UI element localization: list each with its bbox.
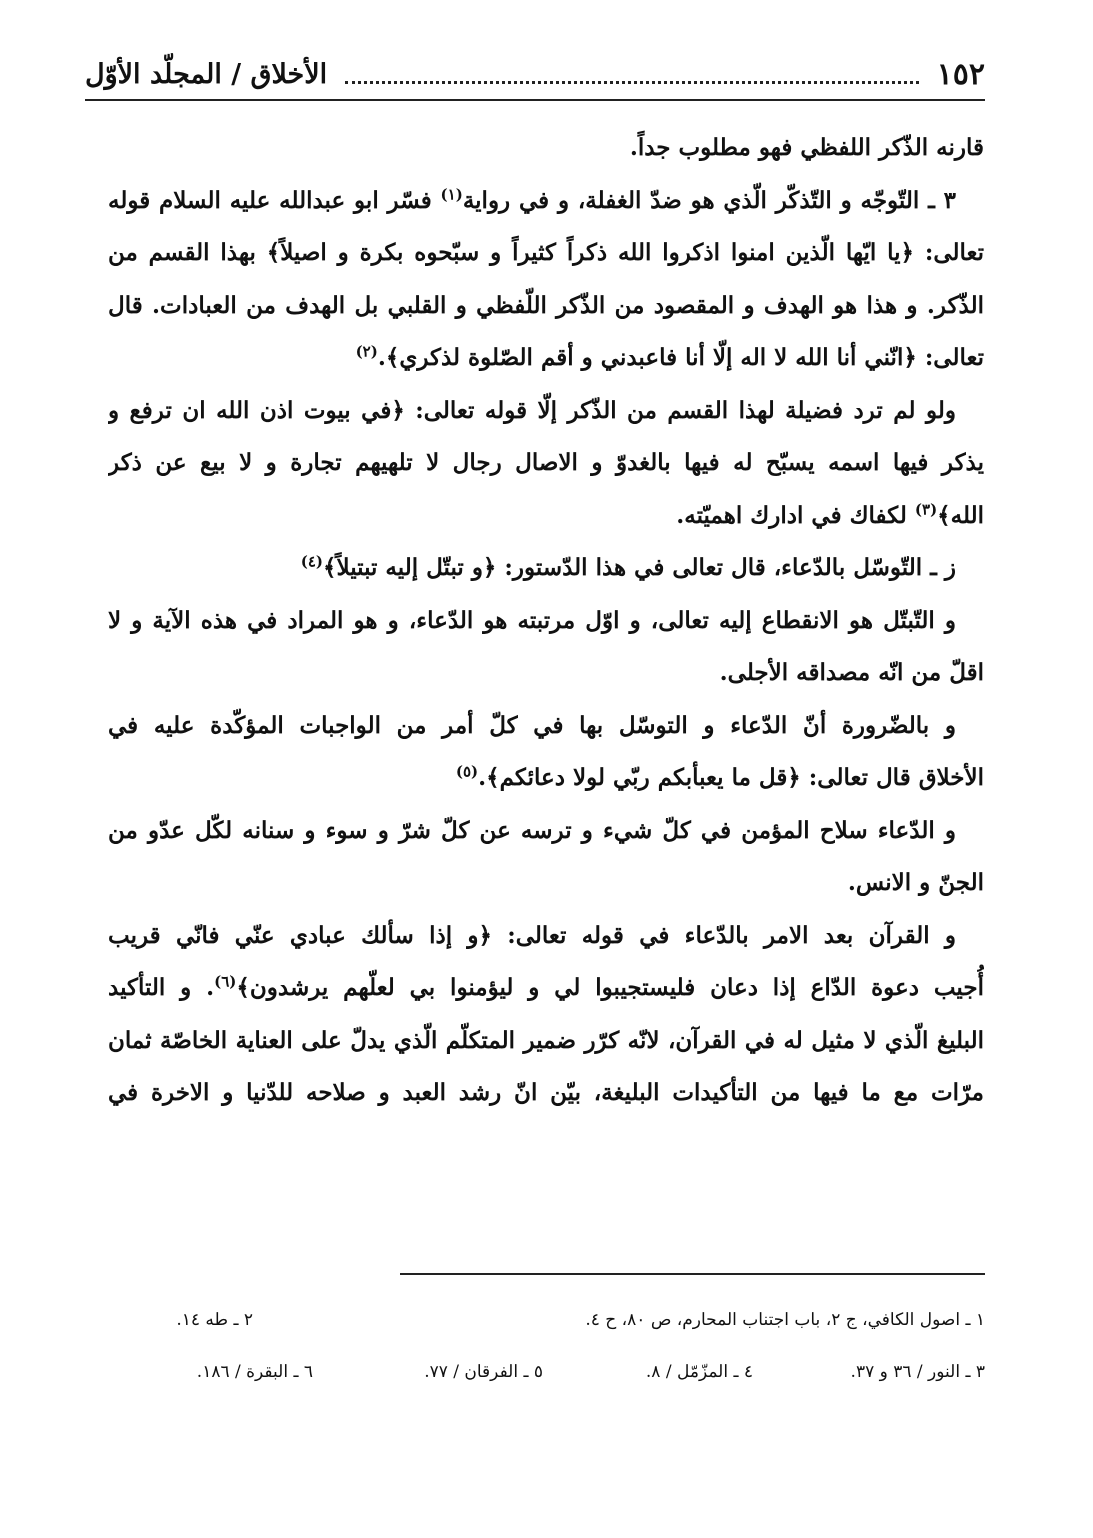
text-line: ٣ ـ التّوجّه و التّذكّر الّذي هو ضدّ الغفلة، و في رواية$^{(١)}$ فسّر ابو عبدالله عليه السلام قوله [108, 184, 956, 214]
text-line: و القرآن بعد الامر بالدّعاء في قوله تعالى: ﴿و إذا سألك عبادي عنّي فانّي قريب [108, 921, 956, 949]
text-line: ز ـ التّوسّل بالدّعاء، قال تعالى في هذا الدّستور: ﴿و تبتّل إليه تبتيلاً﴾$^{(٤)}$ [300, 552, 956, 581]
footnote-rule [400, 1273, 985, 1275]
running-header [85, 52, 985, 96]
footnote-4: ٤ ـ المزّمّل / ٨. [645, 1362, 753, 1382]
footnote-2: ٢ ـ طه ١٤. [176, 1310, 253, 1330]
leader-dots [345, 81, 919, 84]
footnote-3: ٣ ـ النور / ٣٦ و ٣٧. [850, 1362, 985, 1382]
body-text [108, 122, 984, 1120]
header-rule [85, 99, 985, 101]
footnote-ref: (٣) [914, 499, 938, 518]
footnote-5: ٥ ـ الفرقان / ٧٧. [424, 1362, 543, 1382]
text-line: و الدّعاء سلاح المؤمن في كلّ شيء و ترسه عن كلّ شرّ و سوء و سنانه لكّل عدّو من [108, 816, 956, 844]
text-line: تعالى: ﴿انّني أنا الله لا اله إلّا أنا فاعبدني و أقم الصّلوة لذكري﴾.$^{(٢)}$ [355, 342, 984, 371]
text-line: و التّبتّل هو الانقطاع إليه تعالى، و اوّل مرتبته هو الدّعاء، و هو المراد في هذه الآية و لا [108, 606, 956, 634]
text-line: و بالضّرورة أنّ الدّعاء و التوسّل بها في كلّ أمر من الواجبات المؤكّدة عليه في [108, 711, 956, 739]
text-line: يذكر فيها اسمه يسبّح له فيها بالغدوّ و الاصال رجال لا تلهيهم تجارة و لا بيع عن ذكر [108, 449, 984, 476]
text-line: اقلّ من انّه مصداقه الأجلى. [719, 659, 984, 686]
text-line: البليغ الّذي لا مثيل له في القرآن، لانّه كرّر ضمير المتكلّم الّذي يدلّ على العناية الخاصّة ثمان [108, 1026, 984, 1054]
text-line: ولو لم ترد فضيلة لهذا القسم من الذّكر إلّا قوله تعالى: ﴿في بيوت اذن الله ان ترفع و [108, 396, 956, 424]
text-line: أُجيب دعوة الدّاع إذا دعان فليستجيبوا لي و ليؤمنوا بي لعلّهم يرشدون﴾$^{(٦)}$. و التأكيد [108, 972, 984, 1001]
running-title: الأخلاق / المجلّد الأوّل [85, 58, 328, 90]
text-line: الذّكر. و هذا هو الهدف و المقصود من الذّكر اللّفظي و القلبي بل الهدف من العبادات. قال [108, 291, 984, 319]
text-line: الأخلاق قال تعالى: ﴿قل ما يعبأبكم ربّي لولا دعائكم﴾.$^{(٥)}$ [455, 762, 984, 791]
text-line: قارنه الذّكر اللفظي فهو مطلوب جداً. [629, 134, 984, 161]
footnote-ref: (٤) [300, 552, 323, 571]
text-line: الله﴾$^{(٣)}$ لكفاك في ادارك اهميّته. [676, 499, 984, 529]
footnote-ref: (٥) [455, 762, 479, 781]
footnote-ref: (٦) [214, 972, 237, 991]
footnote-ref: (١) [440, 184, 463, 203]
footnote-ref: (٢) [355, 342, 378, 361]
page-number: ١٥٢ [936, 56, 985, 92]
text-line: مرّات مع ما فيها من التأكيدات البليغة، بيّن انّ رشد العبد و صلاحه للدّنيا و الاخرة في [108, 1079, 984, 1106]
footnote-1: ١ ـ اصول الكافي، ج ٢، باب اجتناب المحارم، ص ٨٠، ح ٤. [585, 1310, 985, 1330]
text-line: الجنّ و الانس. [847, 869, 984, 896]
text-line: تعالى: ﴿يا ايّها الّذين امنوا اذكروا الله ذكراً كثيراً و سبّحوه بكرة و اصيلاً﴾ بهذا القسم من [108, 239, 984, 266]
footnote-6: ٦ ـ البقرة / ١٨٦. [196, 1362, 313, 1382]
